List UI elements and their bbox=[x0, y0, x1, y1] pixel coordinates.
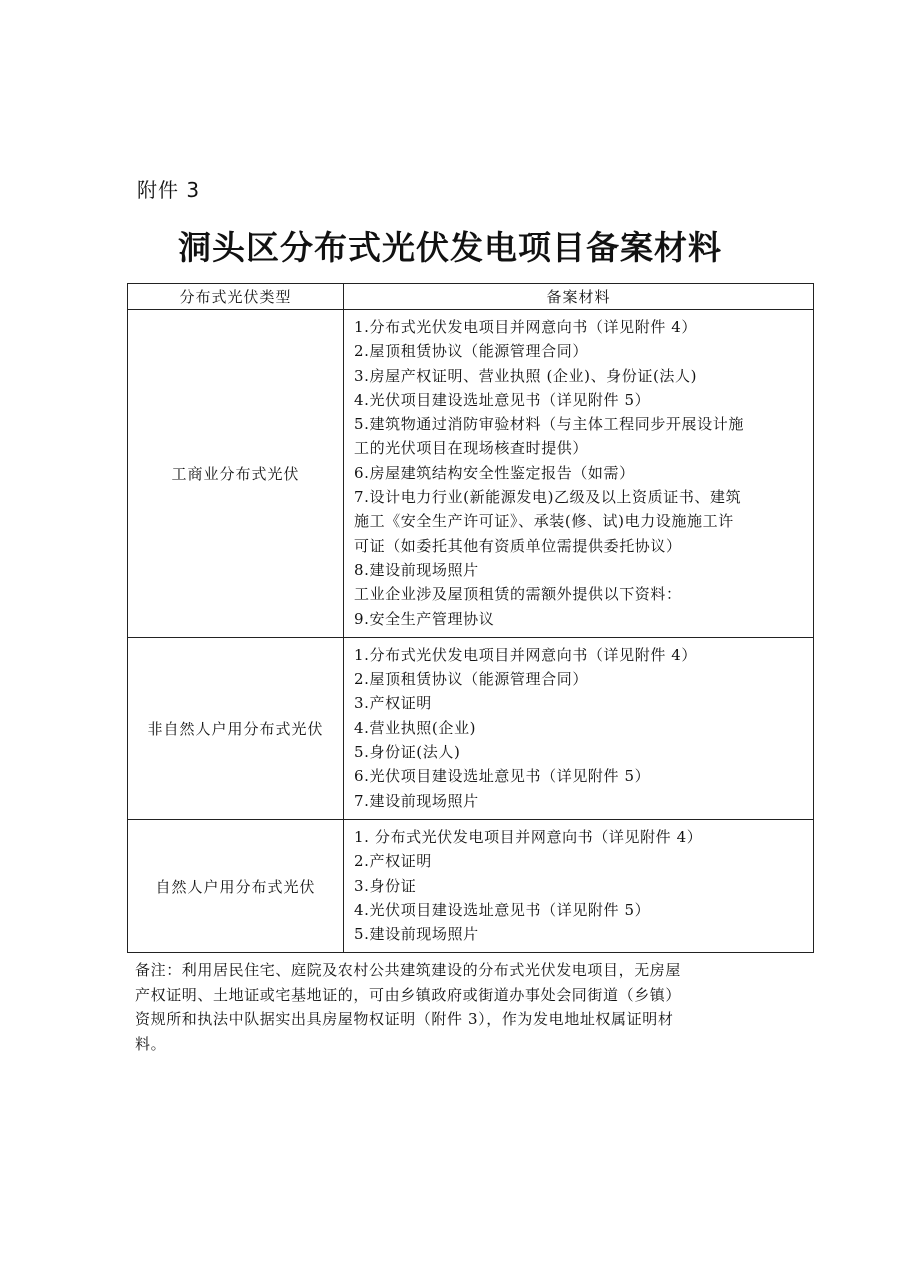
note-line: 资规所和执法中队据实出具房屋物权证明（附件 3），作为发电地址权属证明材 bbox=[135, 1010, 674, 1028]
document-title: 洞头区分布式光伏发电项目备案材料 bbox=[178, 228, 722, 267]
row-materials-commercial bbox=[344, 310, 814, 638]
list-item: 4.光伏项目建设选址意见书（详见附件 5） bbox=[354, 390, 651, 409]
list-item: 工的光伏项目在现场核查时提供） bbox=[354, 439, 589, 458]
list-item: 5.建设前现场照片 bbox=[354, 925, 479, 944]
row-type-natural-person: 自然人户用分布式光伏 bbox=[128, 819, 344, 952]
list-item: 3.产权证明 bbox=[354, 694, 432, 713]
list-item: 3.房屋产权证明、营业执照 (企业)、身份证(法人) bbox=[354, 366, 698, 385]
table-row bbox=[128, 310, 814, 638]
list-item: 2.屋顶租赁协议（能源管理合同） bbox=[354, 670, 588, 689]
list-item: 7.建设前现场照片 bbox=[354, 791, 479, 810]
list-item: 1. 分布式光伏发电项目并网意向书（详见附件 4） bbox=[354, 827, 703, 846]
list-item: 4.光伏项目建设选址意见书（详见附件 5） bbox=[354, 900, 651, 919]
note-line: 备注：利用居民住宅、庭院及农村公共建筑建设的分布式光伏发电项目，无房屋 bbox=[135, 961, 682, 979]
list-item: 5.建筑物通过消防审验材料（与主体工程同步开展设计施 bbox=[354, 415, 744, 434]
remarks-note bbox=[135, 958, 785, 1056]
note-line: 料。 bbox=[135, 1034, 167, 1053]
note-line: 产权证明、土地证或宅基地证的，可由乡镇政府或街道办事处会同街道（乡镇） bbox=[135, 985, 682, 1004]
header-type: 分布式光伏类型 bbox=[128, 284, 344, 310]
attachment-label: 附件 3 bbox=[137, 178, 201, 202]
list-item: 2.屋顶租赁协议（能源管理合同） bbox=[354, 342, 588, 361]
table-row bbox=[128, 819, 814, 952]
list-item: 6.光伏项目建设选址意见书（详见附件 5） bbox=[354, 767, 651, 786]
list-item: 6.房屋建筑结构安全性鉴定报告（如需） bbox=[354, 463, 635, 482]
list-item: 8.建设前现场照片 bbox=[354, 560, 479, 579]
row-type-commercial: 工商业分布式光伏 bbox=[128, 310, 344, 638]
list-item: 2.产权证明 bbox=[354, 852, 432, 871]
header-materials: 备案材料 bbox=[344, 284, 814, 310]
table-header-row bbox=[128, 284, 814, 310]
row-type-non-natural-person: 非自然人户用分布式光伏 bbox=[128, 637, 344, 819]
row-materials-non-natural-person bbox=[344, 637, 814, 819]
list-item: 7.设计电力行业(新能源发电)乙级及以上资质证书、建筑 bbox=[354, 488, 742, 507]
row-materials-natural-person bbox=[344, 819, 814, 952]
list-item: 4.营业执照(企业) bbox=[354, 718, 477, 737]
table-row bbox=[128, 637, 814, 819]
list-item: 1.分布式光伏发电项目并网意向书（详见附件 4） bbox=[354, 318, 698, 336]
filing-materials-table bbox=[127, 283, 814, 953]
list-item: 9.安全生产管理协议 bbox=[354, 609, 495, 628]
list-item: 工业企业涉及屋顶租赁的需额外提供以下资料： bbox=[354, 585, 682, 604]
list-item: 可证（如委托其他有资质单位需提供委托协议） bbox=[354, 536, 682, 555]
list-item: 施工《安全生产许可证》、承装(修、试)电力设施施工许 bbox=[354, 512, 734, 531]
list-item: 5.身份证(法人) bbox=[354, 743, 461, 762]
list-item: 3.身份证 bbox=[354, 876, 417, 895]
list-item: 1.分布式光伏发电项目并网意向书（详见附件 4） bbox=[354, 645, 698, 664]
